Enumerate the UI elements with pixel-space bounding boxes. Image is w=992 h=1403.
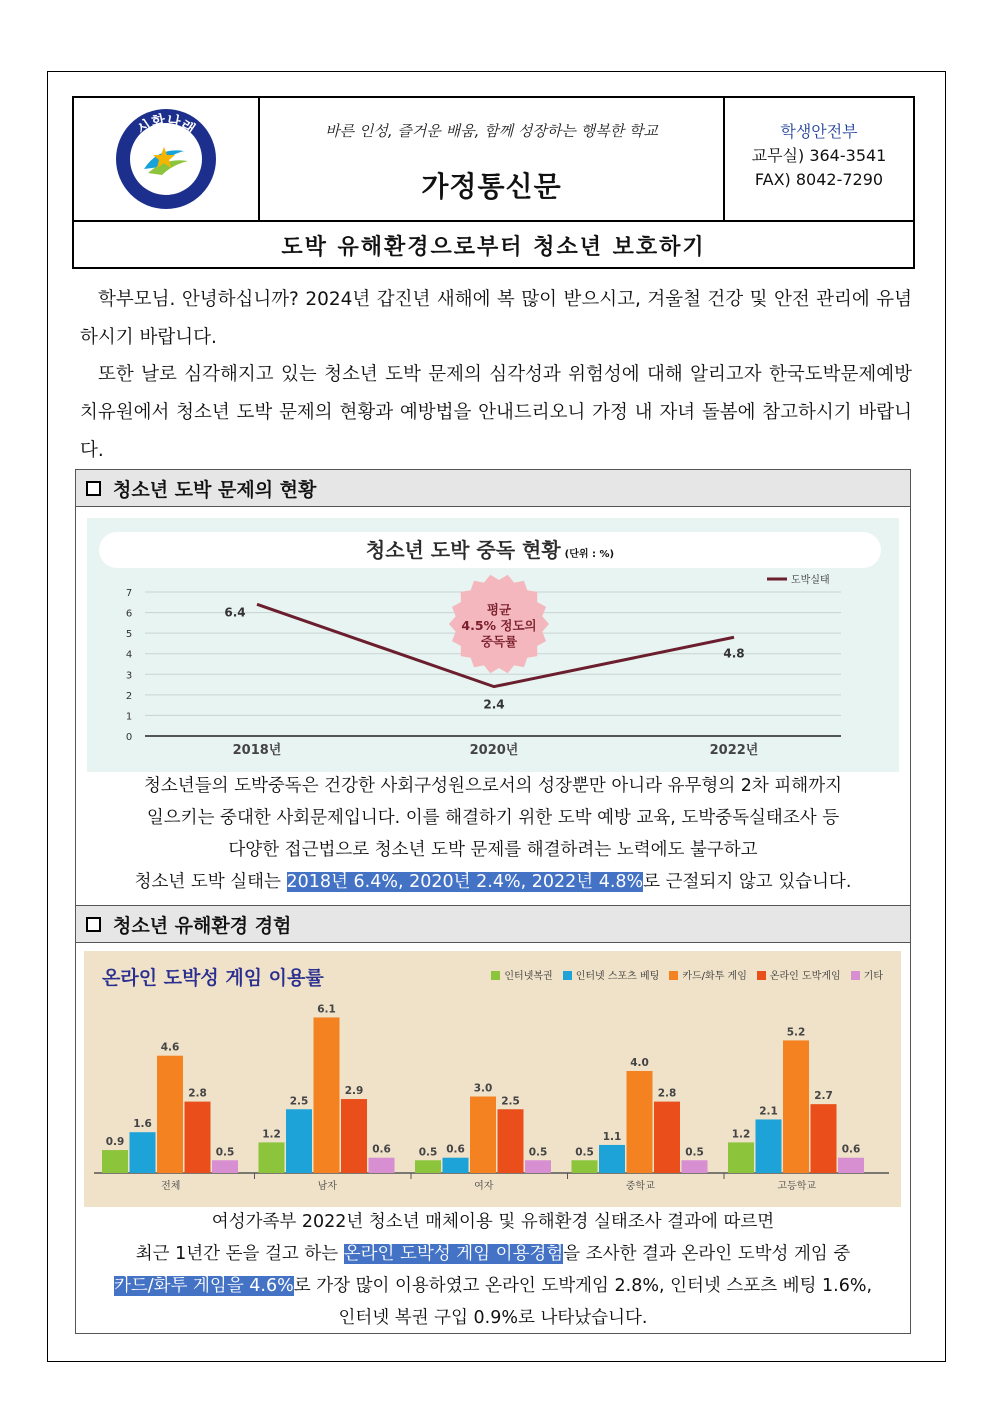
y-tick-label: 4 [125, 649, 133, 661]
chart-title: 청소년 도박 중독 현황 [365, 538, 561, 562]
subject-title: 도박 유해환경으로부터 청소년 보호하기 [281, 235, 706, 260]
section-gambling-status [75, 469, 911, 906]
caption-line: 인터넷 복권 구입 0.9%로 나타났습니다. [338, 1308, 648, 1328]
bar-value-label: 1.6 [133, 1118, 152, 1131]
x-tick-label: 2022년 [709, 743, 759, 758]
highlighted-phrase: 온라인 도박성 게임 이용경험 [343, 1244, 564, 1264]
bar [498, 1109, 524, 1173]
category-label: 중학교 [625, 1181, 655, 1192]
bar [572, 1160, 598, 1173]
x-tick-label: 2020년 [469, 743, 519, 758]
caption-text: 최근 1년간 돈을 걸고 하는 [135, 1244, 344, 1264]
bar [130, 1132, 156, 1173]
bar-value-label: 2.5 [289, 1095, 309, 1108]
bar [369, 1158, 395, 1173]
bar [470, 1097, 496, 1174]
y-tick-label: 2 [125, 690, 133, 702]
header-row [74, 98, 913, 222]
school-logo [114, 107, 218, 211]
bar [185, 1102, 211, 1173]
bar-value-label: 1.2 [731, 1128, 751, 1141]
bar [157, 1056, 183, 1173]
section2-caption [76, 1206, 910, 1334]
department-name: 학생안전부 [780, 122, 858, 141]
legend-label: 카드/화투 게임 [682, 971, 747, 982]
caption-text: 로 가장 많이 이용하였고 온라인 도박게임 2.8%, 인터넷 스포츠 베팅 1.6%, [293, 1276, 873, 1296]
bar-value-label: 0.6 [446, 1143, 465, 1156]
bar-value-label: 0.5 [528, 1146, 548, 1159]
caption-line [76, 1238, 910, 1270]
y-tick-label: 7 [125, 588, 133, 599]
badge-text: 4.5% 정도의 [461, 618, 537, 633]
bar-value-label: 4.0 [630, 1057, 649, 1069]
bar-value-label: 1.1 [602, 1130, 622, 1143]
bar-value-label: 2.5 [501, 1095, 520, 1108]
office-phone: 교무실) 364-3541 [751, 146, 887, 165]
bar-chart-wrap [76, 943, 910, 1207]
contact-cell [725, 98, 913, 220]
school-motto: 바른 인성, 즐거운 배움, 함께 성장하는 행복한 학교 [325, 122, 658, 140]
bar [654, 1102, 680, 1173]
bar [811, 1104, 837, 1173]
legend-label: 도박실태 [791, 575, 830, 586]
bar [341, 1099, 367, 1173]
bar [756, 1119, 782, 1173]
section-heading-text: 청소년 도박 문제의 현황 [113, 478, 317, 501]
bar-value-label: 0.5 [575, 1146, 594, 1159]
caption-line: 일으키는 중대한 사회문제입니다. 이를 해결하기 위한 도박 예방 교육, 도박중독실태조사 등 [146, 808, 840, 828]
caption-text: 로 근절되지 않고 있습니다. [643, 872, 852, 892]
category-label: 남자 [317, 1181, 337, 1192]
bar [415, 1160, 441, 1173]
average-badge [449, 575, 549, 673]
bar-value-label: 6.1 [317, 1003, 336, 1016]
bar [682, 1160, 708, 1173]
bar-value-label: 3.0 [473, 1082, 493, 1095]
bar [286, 1109, 312, 1173]
caption-line: 다양한 접근법으로 청소년 도박 문제를 해결하려는 노력에도 불구하고 [228, 840, 758, 860]
y-tick-label: 3 [125, 670, 133, 682]
school-logo-cell [74, 98, 260, 220]
caption-line: 여성가족부 2022년 청소년 매체이용 및 유해환경 실태조사 결과에 따르면 [211, 1212, 775, 1232]
bar-value-label: 0.5 [215, 1146, 235, 1159]
data-label: 6.4 [224, 605, 246, 620]
svg-text:중학교: 중학교 [149, 179, 183, 196]
category-label: 여자 [474, 1181, 494, 1192]
online-gambling-bar-chart [84, 951, 901, 1207]
badge-text: 평균 [486, 602, 512, 617]
bar [838, 1158, 864, 1173]
section-heading [76, 470, 910, 507]
section-harmful-env [75, 905, 911, 1334]
caption-text: 청소년 도박 실태는 [134, 872, 287, 892]
category-label: 전체 [161, 1181, 181, 1192]
svg-text:시화나래: 시화나래 [134, 112, 198, 139]
checkbox-square-icon [86, 917, 101, 932]
y-tick-label: 5 [125, 629, 133, 641]
intro-paragraph-2 [80, 356, 912, 470]
bar-value-label: 2.7 [814, 1090, 833, 1103]
bar-value-label: 0.6 [372, 1143, 391, 1156]
bar-value-label: 0.5 [685, 1146, 704, 1159]
caption-line [76, 1270, 910, 1302]
header-table [72, 96, 915, 269]
bar [259, 1142, 285, 1173]
bar-chart-plot [84, 951, 901, 1207]
bar-value-label: 2.1 [759, 1105, 778, 1118]
y-tick-label: 1 [125, 711, 133, 723]
data-label: 4.8 [723, 646, 745, 661]
fax-number: FAX) 8042-7290 [754, 170, 884, 189]
caption-text: 을 조사한 결과 온라인 도박성 게임 중 [563, 1244, 851, 1264]
legend-label: 기타 [863, 971, 883, 982]
section-heading-text: 청소년 유해환경 경험 [113, 914, 292, 937]
bar [728, 1142, 754, 1173]
intro-paragraph-1 [80, 281, 912, 357]
bar-value-label: 0.5 [418, 1146, 438, 1159]
bar [783, 1040, 809, 1173]
addiction-line-chart [87, 518, 899, 772]
x-tick-label: 2018년 [232, 743, 282, 758]
category-label: 고등학교 [777, 1181, 817, 1192]
document-title: 가정통신문 [421, 170, 562, 203]
badge-text: 중독률 [480, 634, 518, 649]
bar-value-label: 2.8 [188, 1087, 207, 1100]
y-tick-label: 6 [125, 608, 133, 620]
bar [525, 1160, 551, 1173]
legend-label: 인터넷복권 [504, 971, 553, 982]
bar [212, 1160, 238, 1173]
chart-title: 온라인 도박성 게임 이용률 [102, 967, 324, 989]
bar [102, 1150, 128, 1173]
line-chart-plot [87, 518, 899, 772]
bar-value-label: 2.8 [657, 1087, 677, 1100]
header-title-cell [260, 98, 725, 220]
bar-value-label: 0.6 [841, 1143, 861, 1156]
data-label: 2.4 [483, 697, 505, 712]
checkbox-square-icon [86, 481, 101, 496]
highlighted-phrase: 카드/화투 게임을 4.6% [113, 1276, 294, 1296]
bar [627, 1071, 653, 1173]
section1-caption [76, 770, 910, 898]
highlighted-stats: 2018년 6.4%, 2020년 2.4%, 2022년 4.8% [286, 872, 644, 892]
bar-value-label: 5.2 [786, 1026, 806, 1039]
caption-line [76, 866, 910, 898]
intro-text-1: 학부모님. 안녕하십니까? 2024년 갑진년 새해에 복 많이 받으시고, 겨울철 건강 및 안전 관리에 유념하시기 바랍니다. [80, 289, 912, 348]
bar-value-label: 2.9 [344, 1085, 364, 1098]
legend-label: 인터넷 스포츠 베팅 [575, 971, 660, 982]
caption-line: 청소년들의 도박중독은 건강한 사회구성원으로서의 성장뿐만 아니라 유무형의 2차 피해까지 [143, 776, 843, 796]
bar-value-label: 0.9 [105, 1136, 125, 1149]
section-heading [76, 906, 910, 943]
chart-unit: (단위 : %) [564, 549, 615, 560]
bar [599, 1145, 625, 1173]
bar [443, 1158, 469, 1173]
bar-value-label: 4.6 [160, 1041, 180, 1054]
y-tick-label: 0 [125, 732, 133, 743]
intro-text-2: 또한 날로 심각해지고 있는 청소년 도박 문제의 심각성과 위험성에 대해 알리고자 한국도박문제예방치유원에서 청소년 도박 문제의 현황과 예방법을 안내드리오니 가정 내 자녀 돌봄에 참고하시기 바랍니다. [80, 364, 912, 461]
legend-label: 온라인 도박게임 [769, 971, 841, 982]
bar-value-label: 1.2 [262, 1128, 281, 1141]
bar [314, 1017, 340, 1173]
